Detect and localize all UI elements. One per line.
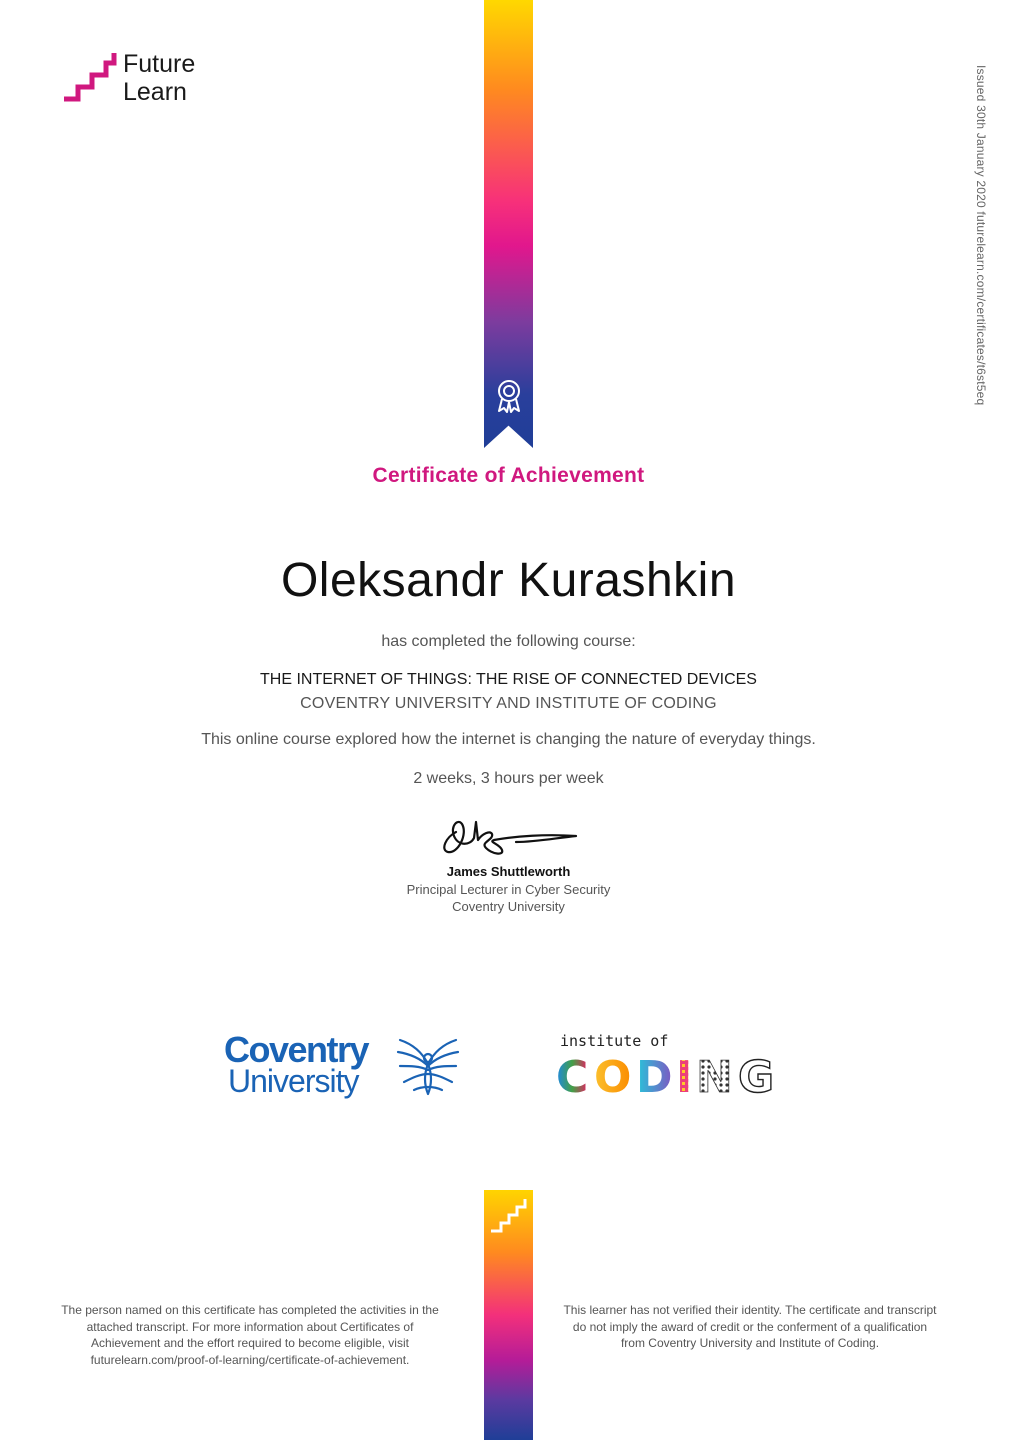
- coventry-line2: University: [228, 1063, 359, 1099]
- ioc-top-text: institute of: [560, 1032, 669, 1050]
- course-provider: COVENTRY UNIVERSITY AND INSTITUTE OF CODING: [300, 695, 717, 712]
- course-duration: 2 weeks, 3 hours per week: [413, 770, 604, 787]
- ioc-letter-c: C: [556, 1052, 589, 1096]
- ioc-letter-i: I: [676, 1052, 693, 1096]
- footer-right-line: This learner has not verified their identity. The certificate and transcript: [563, 1303, 937, 1317]
- brand-line1: Future: [123, 50, 196, 78]
- futurelearn-steps-icon: [62, 50, 118, 102]
- futurelearn-steps-icon: [489, 1195, 529, 1235]
- footer-right-line: do not imply the award of credit or the conferment of a qualification: [572, 1319, 928, 1334]
- signature-image: [436, 812, 581, 860]
- ioc-letter-o: O: [594, 1052, 632, 1096]
- coventry-university-logo: [224, 1029, 464, 1104]
- footer-left-line: futurelearn.com/proof-of-learning/certificate-of-achievement.: [90, 1352, 410, 1367]
- signatory-organization: Coventry University: [452, 899, 565, 914]
- ioc-coding-wordmark: [556, 1052, 786, 1096]
- course-title: THE INTERNET OF THINGS: THE RISE OF CONNECTED DEVICES: [260, 671, 757, 688]
- completed-text: has completed the following course:: [381, 633, 636, 650]
- coventry-line1: Coventry: [224, 1029, 369, 1070]
- footer-left-line: Achievement and the effort required to become eligible, visit: [91, 1336, 409, 1350]
- signatory-role: Principal Lecturer in Cyber Security: [406, 882, 611, 897]
- certificate-title: Certificate of Achievement: [372, 464, 645, 487]
- phoenix-icon: [394, 1034, 462, 1100]
- signatory-name: James Shuttleworth: [446, 864, 571, 879]
- footer-left-line: The person named on this certificate has completed the activities in the: [61, 1303, 439, 1317]
- footer-left-line: attached transcript. For more information about Certificates of: [86, 1319, 414, 1334]
- issued-date-url: Issued 30th January 2020 futurelearn.com/certificates/t6st5eq: [974, 65, 988, 406]
- award-badge-icon: [494, 378, 524, 414]
- footer-left-text: [40, 1302, 460, 1368]
- learner-name: Oleksandr Kurashkin: [280, 554, 737, 607]
- course-description: This online course explored how the internet is changing the nature of everyday things.: [201, 731, 816, 748]
- futurelearn-logo: [62, 50, 232, 110]
- ioc-letter-g: G: [738, 1052, 775, 1096]
- institute-of-coding-logo: [556, 1032, 786, 1100]
- ioc-letter-d: D: [636, 1052, 673, 1096]
- brand-line2: Learn: [123, 78, 187, 106]
- footer-right-text: [545, 1302, 955, 1352]
- ioc-letter-n: N: [696, 1052, 733, 1096]
- footer-right-line: from Coventry University and Institute of Coding.: [620, 1336, 880, 1350]
